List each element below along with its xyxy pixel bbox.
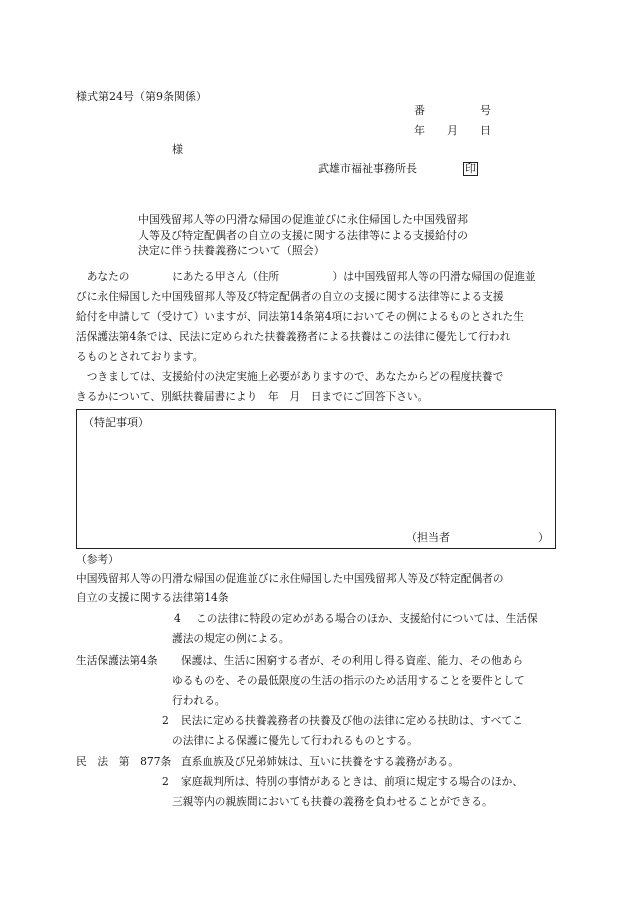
notes-box <box>76 409 556 549</box>
body-line: 給付を申請して（受けて）いますが、同法第14条第4項においてその例によるものとされた生 <box>76 310 524 323</box>
body-text <box>76 267 556 407</box>
document-title <box>138 212 518 259</box>
clause-number: 2 <box>162 775 169 788</box>
body-line: あなたの にあたる甲さん（住所 ）は中国残留邦人等の円滑な帰国の促進並 <box>76 270 536 283</box>
body-line: 活保護法第4条では、民法に定められた扶養義務者による扶養はこの法律に優先して行われ <box>76 330 511 343</box>
sender-name: 武雄市福祉事務所長 <box>318 162 417 175</box>
reference-heading: （参考） <box>76 553 119 566</box>
body-line: きるかについて、別紙扶養届書により 年 月 日までにご回答下さい。 <box>76 390 429 403</box>
clause-number: 4 <box>174 612 181 625</box>
addressee: 様 <box>172 143 183 156</box>
civil-law-label: 民 法 第 877条 <box>76 755 172 768</box>
clause-line: ゆるものを、その最低限度の生活の指示のため活用することを要件として <box>172 674 525 687</box>
staff-field: （担当者 ） <box>406 531 549 544</box>
clause-line: 三親等内の親族間においても扶養の義務を負わせることができる。 <box>172 795 493 808</box>
body-line: つきましては、支援給付の決定実施上必要がありますので、あなたからどの程度扶養で <box>76 370 504 383</box>
clause-line: 直系血族及び兄弟姉妹は、互いに扶養をする義務がある。 <box>181 755 459 768</box>
document-number: 番 号 <box>414 104 491 117</box>
title-line: 決定に伴う扶養義務について（照会） <box>138 244 325 257</box>
clause-line: この法律に特段の定めがある場合のほか、支援給付については、生活保 <box>196 612 538 625</box>
clause-line: の法律による保護に優先して行われるものとする。 <box>172 734 418 747</box>
document-date: 年 月 日 <box>414 124 491 137</box>
title-line: 中国残留邦人等の円滑な帰国の促進並びに永住帰国した中国残留邦 <box>138 213 468 226</box>
welfare-law-label: 生活保護法第4条 <box>76 654 158 667</box>
clause-line: 民法に定める扶養義務者の扶養及び他の法律に定める扶助は、すべてこ <box>181 714 523 727</box>
law-title-line: 自立の支援に関する法律第14条 <box>76 591 229 604</box>
form-id: 様式第24号（第9条関係） <box>76 90 207 103</box>
title-line: 人等及び特定配偶者の自立の支援に関する法律等による支援給付の <box>138 228 468 242</box>
clause-line: 行われる。 <box>172 694 226 707</box>
clause-line: 保護は、生活に困窮する者が、その利用し得る資産、能力、その他あら <box>181 654 524 667</box>
clause-line: 家庭裁判所は、特別の事情があるときは、前項に規定する場合のほか、 <box>181 775 524 788</box>
clause-number: 2 <box>162 714 169 727</box>
seal-mark: 印 <box>465 162 476 175</box>
law-title-line: 中国残留邦人等の円滑な帰国の促進並びに永住帰国した中国残留邦人等及び特定配偶者の <box>76 572 504 585</box>
sender-block <box>318 162 478 176</box>
notes-label: （特記事項） <box>83 416 149 429</box>
clause-line: 護法の規定の例による。 <box>172 632 290 645</box>
body-line: るものとされております。 <box>76 350 204 363</box>
body-line: びに永住帰国した中国残留邦人等及び特定配偶者の自立の支援に関する法律等による支援 <box>76 290 504 303</box>
